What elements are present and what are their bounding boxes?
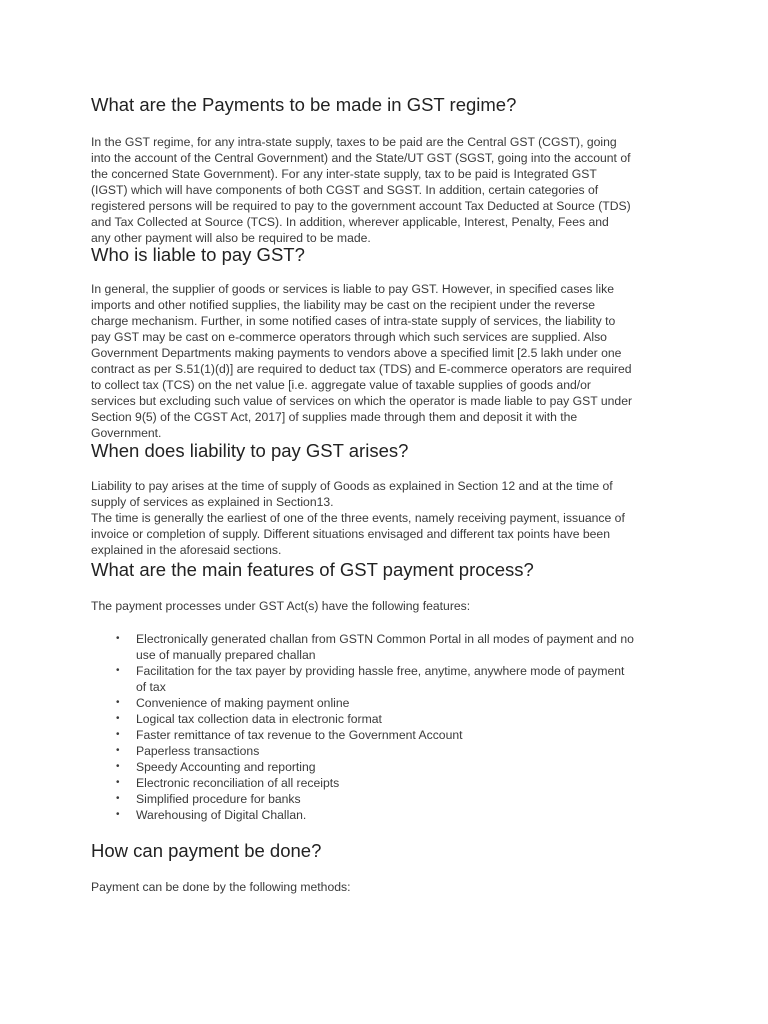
paragraph-line: Government. <box>91 426 162 440</box>
paragraph-line: In the GST regime, for any intra-state supply, taxes to be paid are the Central GST (CGST), going <box>91 135 617 149</box>
features-list <box>91 631 691 823</box>
paragraph-line: pay GST may be cast on e-commerce operators through which such services are supplied. Also <box>91 330 607 344</box>
list-item <box>91 727 691 743</box>
bullet-icon: • <box>116 745 120 756</box>
list-item <box>91 743 691 759</box>
paragraph-line: imports and other notified supplies, the liability may be cast on the recipient under the reverse <box>91 298 596 312</box>
list-item-line: Electronic reconciliation of all receipts <box>136 776 340 790</box>
paragraph-line: charge mechanism. Further, in some notified cases of intra-state supply of services, the liability to <box>91 314 616 328</box>
paragraph-line: services but excluding such value of services on which the operator is made liable to pay GST under <box>91 394 633 408</box>
paragraph-line: supply of services as explained in Section13. <box>91 495 334 509</box>
section-paragraph-how-payment <box>91 879 691 895</box>
list-item <box>91 775 691 791</box>
bullet-icon: • <box>116 697 120 708</box>
section-heading-arises: When does liability to pay GST arises? <box>91 440 409 461</box>
paragraph-line: and Tax Collected at Source (TCS). In addition, wherever applicable, Interest, Penalty, Fees and <box>91 215 609 229</box>
section-heading-how-payment: How can payment be done? <box>91 840 322 861</box>
bullet-icon: • <box>116 777 120 788</box>
paragraph-line: invoice or completion of supply. Different situations envisaged and different tax points have been <box>91 527 610 541</box>
list-item <box>91 663 691 695</box>
paragraph-line: contract as per S.51(1)(d)] are required to deduct tax (TDS) and E-commerce operators are required <box>91 362 632 376</box>
paragraph-line: Liability to pay arises at the time of supply of Goods as explained in Section 12 and at the time of <box>91 479 613 493</box>
bullet-icon: • <box>116 713 120 724</box>
list-item-line: of tax <box>136 680 166 694</box>
list-item-line: Paperless transactions <box>136 744 260 758</box>
list-item-line: Speedy Accounting and reporting <box>136 760 316 774</box>
paragraph-line: Section 9(5) of the CGST Act, 2017] of supplies made through them and deposit it with the <box>91 410 578 424</box>
paragraph-line: the concerned State Government). For any inter-state supply, tax to be paid is Integrated GST <box>91 167 597 181</box>
list-item-line: Simplified procedure for banks <box>136 792 301 806</box>
bullet-icon: • <box>116 793 120 804</box>
paragraph-line: to collect tax (TCS) on the net value [i.e. aggregate value of taxable supplies of goods and/or <box>91 378 591 392</box>
list-item <box>91 791 691 807</box>
bullet-icon: • <box>116 809 120 820</box>
paragraph-line: into the account of the Central Government) and the State/UT GST (SGST, going into the account of <box>91 151 631 165</box>
list-item-line: Faster remittance of tax revenue to the Government Account <box>136 728 463 742</box>
list-item-line: use of manually prepared challan <box>136 648 316 662</box>
list-item <box>91 711 691 727</box>
list-item <box>91 807 691 823</box>
list-item-line: Warehousing of Digital Challan. <box>136 808 307 822</box>
paragraph-line: Government Departments making payments to vendors above a specified limit [2.5 lakh under one <box>91 346 622 360</box>
paragraph-line: The payment processes under GST Act(s) have the following features: <box>91 599 471 613</box>
list-item <box>91 695 691 711</box>
paragraph-line: In general, the supplier of goods or services is liable to pay GST. However, in specified cases like <box>91 282 614 296</box>
paragraph-line: Payment can be done by the following methods: <box>91 880 351 894</box>
section-heading-features: What are the main features of GST payment process? <box>91 559 534 580</box>
list-item-line: Convenience of making payment online <box>136 696 350 710</box>
section-paragraph-arises <box>91 478 691 558</box>
paragraph-line: any other payment will also be required to be made. <box>91 231 371 245</box>
bullet-icon: • <box>116 729 120 740</box>
section-paragraph-payments <box>91 134 691 246</box>
bullet-icon: • <box>116 633 120 644</box>
bullet-icon: • <box>116 761 120 772</box>
section-heading-liability: Who is liable to pay GST? <box>91 244 305 265</box>
paragraph-line: registered persons will be required to pay to the government account Tax Deducted at Source (TDS) <box>91 199 631 213</box>
section-heading-payments: What are the Payments to be made in GST regime? <box>91 94 517 115</box>
section-paragraph-features <box>91 598 691 614</box>
list-item <box>91 759 691 775</box>
section-paragraph-liability <box>91 281 691 441</box>
paragraph-line: (IGST) which will have components of both CGST and SGST. In addition, certain categories of <box>91 183 599 197</box>
list-item-line: Facilitation for the tax payer by providing hassle free, anytime, anywhere mode of payment <box>136 664 625 678</box>
list-item-line: Logical tax collection data in electronic format <box>136 712 382 726</box>
paragraph-line: The time is generally the earliest of one of the three events, namely receiving payment, issuance of <box>91 511 625 525</box>
list-item <box>91 631 691 663</box>
paragraph-line: explained in the aforesaid sections. <box>91 543 282 557</box>
bullet-icon: • <box>116 665 120 676</box>
list-item-line: Electronically generated challan from GSTN Common Portal in all modes of payment and no <box>136 632 634 646</box>
